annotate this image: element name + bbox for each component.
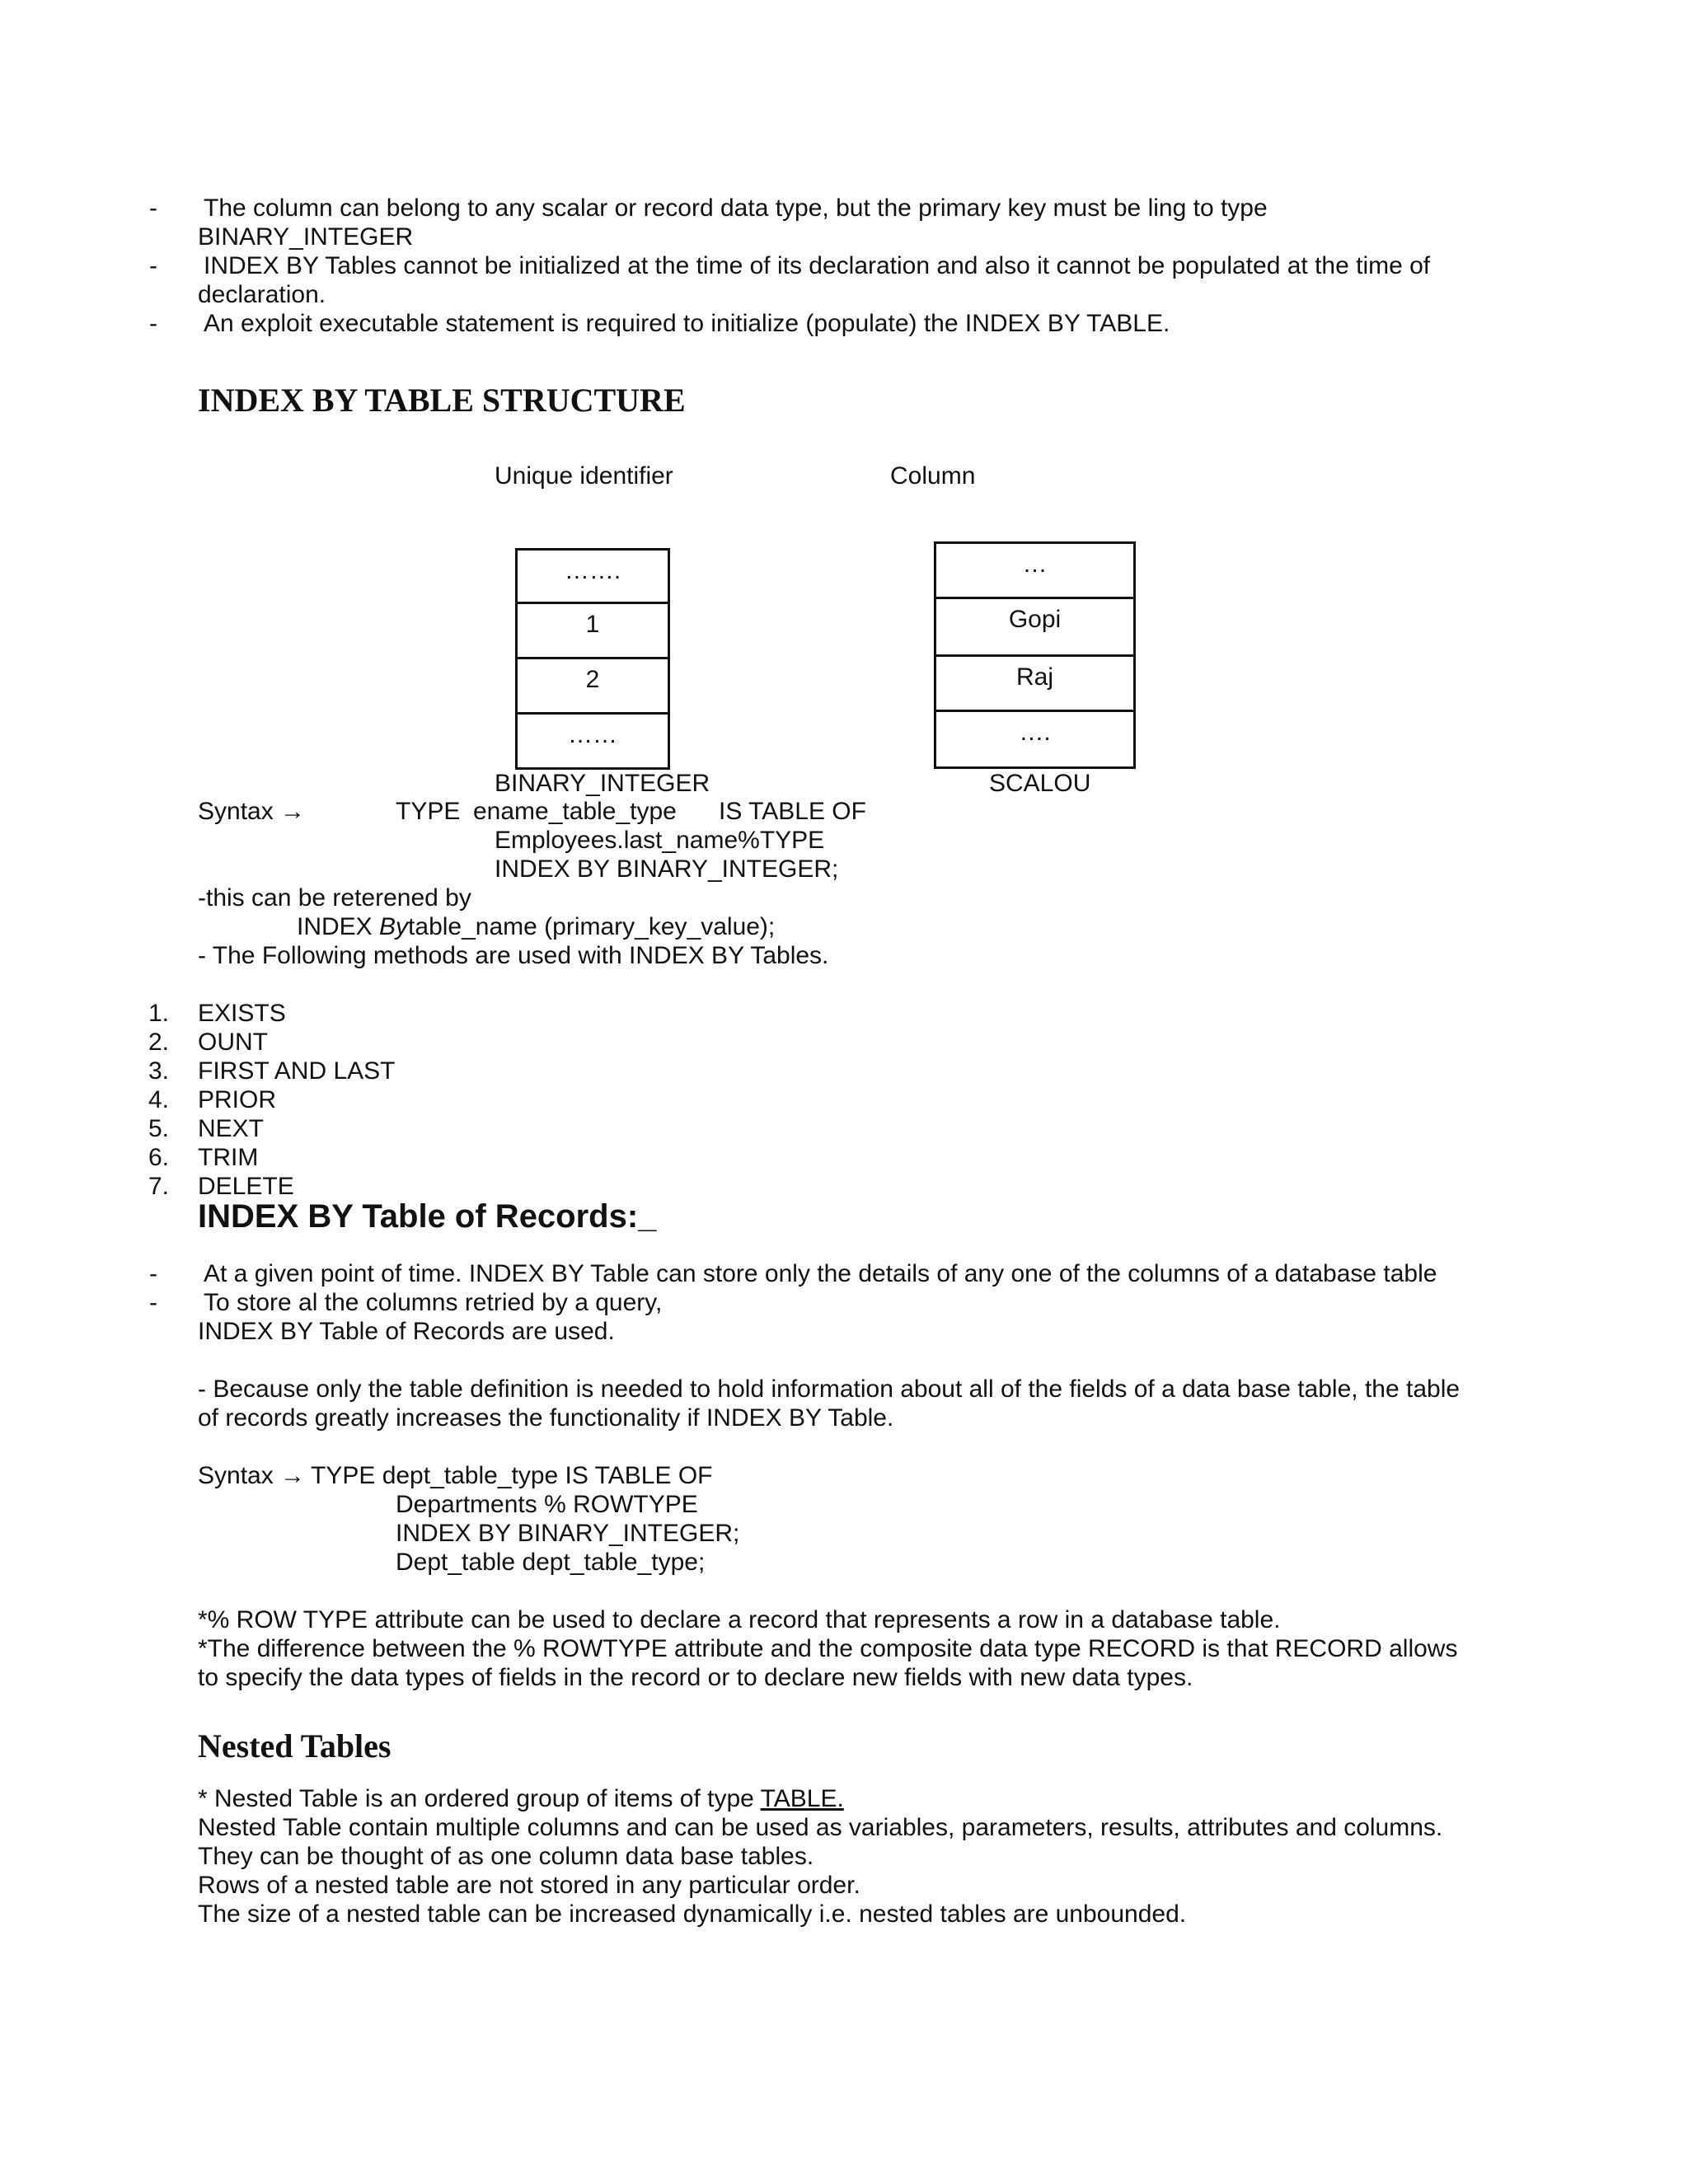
identifier-cell	[515, 602, 670, 659]
column-cell-text: ….	[1019, 719, 1051, 746]
bullet-text-cont: declaration.	[198, 281, 326, 308]
list-number: 1.	[148, 1000, 170, 1027]
unique-identifier-label: Unique identifier	[495, 462, 673, 490]
column-cell	[934, 710, 1136, 769]
bullet-marker: -	[149, 310, 157, 337]
syntax-is-table-of: IS TABLE OF	[719, 798, 866, 825]
list-number: 3.	[148, 1057, 170, 1085]
syntax-line: INDEX BY BINARY_INTEGER;	[396, 1520, 740, 1547]
note-line: *The difference between the % ROWTYPE attribute and the composite data type RECORD is that RECORD allows	[198, 1635, 1458, 1662]
syntax-line: Departments % ROWTYPE	[396, 1491, 698, 1518]
reference-code-part: table_name (primary_key_value);	[408, 913, 776, 940]
nested-line	[198, 1784, 844, 1814]
nested-table-keyword: TABLE.	[760, 1785, 844, 1812]
note-line: to specify the data types of fields in the record or to declare new fields with new data types.	[198, 1664, 1193, 1691]
list-item: OUNT	[198, 1029, 268, 1056]
bullet-text: To store al the columns retried by a query,	[204, 1289, 663, 1316]
syntax-line: INDEX BY BINARY_INTEGER;	[495, 855, 839, 883]
list-item: TRIM	[198, 1144, 259, 1171]
identifier-cell	[515, 657, 670, 715]
syntax-type-keyword: TYPE	[396, 798, 461, 825]
bullet-marker: -	[149, 1289, 157, 1316]
column-cell	[934, 654, 1136, 712]
records-heading: INDEX BY Table of Records:_	[198, 1198, 657, 1235]
nested-line: Nested Table contain multiple columns and can be used as variables, parameters, results, attributes and columns.	[198, 1814, 1443, 1841]
list-item: FIRST AND LAST	[198, 1057, 396, 1085]
column-cell	[934, 597, 1136, 657]
bullet-text-cont: BINARY_INTEGER	[198, 223, 414, 251]
syntax-line: Employees.last_name%TYPE	[495, 827, 825, 854]
syntax-type-name: ename_table_type	[473, 798, 677, 825]
column-cell-text: …	[1022, 551, 1048, 578]
identifier-cell	[515, 548, 670, 604]
reference-code	[297, 912, 775, 942]
column-cell-text: Raj	[1015, 663, 1053, 691]
syntax-label: Syntax →	[198, 1462, 306, 1489]
bullet-marker: -	[149, 1260, 157, 1287]
list-number: 7.	[148, 1173, 170, 1200]
identifier-cell-text: 1	[585, 611, 600, 638]
bullet-text: INDEX BY Tables cannot be initialized at the time of its declaration and also it cannot be populated at the time of	[204, 252, 1431, 279]
bullet-text: At a given point of time. INDEX BY Table can store only the details of any one of the columns of a database table	[204, 1260, 1437, 1287]
nested-line: The size of a nested table can be increased dynamically i.e. nested tables are unbounded.	[198, 1900, 1187, 1928]
bullet-text-cont: INDEX BY Table of Records are used.	[198, 1318, 615, 1345]
list-number: 5.	[148, 1115, 170, 1142]
reference-code-part: By	[379, 913, 409, 940]
bullet-marker: -	[149, 194, 157, 222]
syntax-line: Dept_table dept_table_type;	[396, 1549, 706, 1576]
nested-heading: Nested Tables	[198, 1727, 392, 1765]
syntax-line: TYPE dept_table_type IS TABLE OF	[311, 1462, 713, 1489]
bullet-text: The column can belong to any scalar or record data type, but the primary key must be ling to type	[204, 194, 1268, 222]
list-number: 2.	[148, 1029, 170, 1056]
nested-line: Rows of a nested table are not stored in any particular order.	[198, 1872, 860, 1899]
bullet-marker: -	[149, 252, 157, 279]
list-item: NEXT	[198, 1115, 265, 1142]
nested-line-part: * Nested Table is an ordered group of items of type	[198, 1785, 761, 1812]
paragraph-line: of records greatly increases the functionality if INDEX BY Table.	[198, 1404, 894, 1432]
list-item: DELETE	[198, 1173, 294, 1200]
structure-heading: INDEX BY TABLE STRUCTURE	[198, 382, 686, 419]
binary-integer-caption: BINARY_INTEGER	[495, 770, 710, 797]
identifier-cell-text: 2	[585, 666, 600, 693]
paragraph-line: - Because only the table definition is needed to hold information about all of the fields of a data base table, the table	[198, 1376, 1461, 1403]
reference-code-part: INDEX	[297, 913, 380, 940]
column-cell	[934, 541, 1136, 599]
methods-intro: - The Following methods are used with INDEX BY Tables.	[198, 942, 829, 969]
identifier-cell-text: ……	[568, 721, 617, 748]
note-line: *% ROW TYPE attribute can be used to declare a record that represents a row in a database table.	[198, 1606, 1281, 1633]
scalou-caption: SCALOU	[989, 770, 1091, 797]
list-item: PRIOR	[198, 1086, 277, 1113]
reference-line: -this can be reterened by	[198, 884, 471, 912]
list-item: EXISTS	[198, 1000, 286, 1027]
identifier-cell	[515, 712, 670, 770]
nested-line: They can be thought of as one column data base tables.	[198, 1843, 814, 1870]
column-cell-text: Gopi	[1008, 606, 1062, 633]
list-number: 6.	[148, 1144, 170, 1171]
list-number: 4.	[148, 1086, 170, 1113]
identifier-cell-text: …….	[564, 557, 621, 584]
bullet-text: An exploit executable statement is required to initialize (populate) the INDEX BY TABLE.	[204, 310, 1170, 337]
syntax-label: Syntax →	[198, 798, 306, 825]
column-label: Column	[890, 462, 976, 490]
